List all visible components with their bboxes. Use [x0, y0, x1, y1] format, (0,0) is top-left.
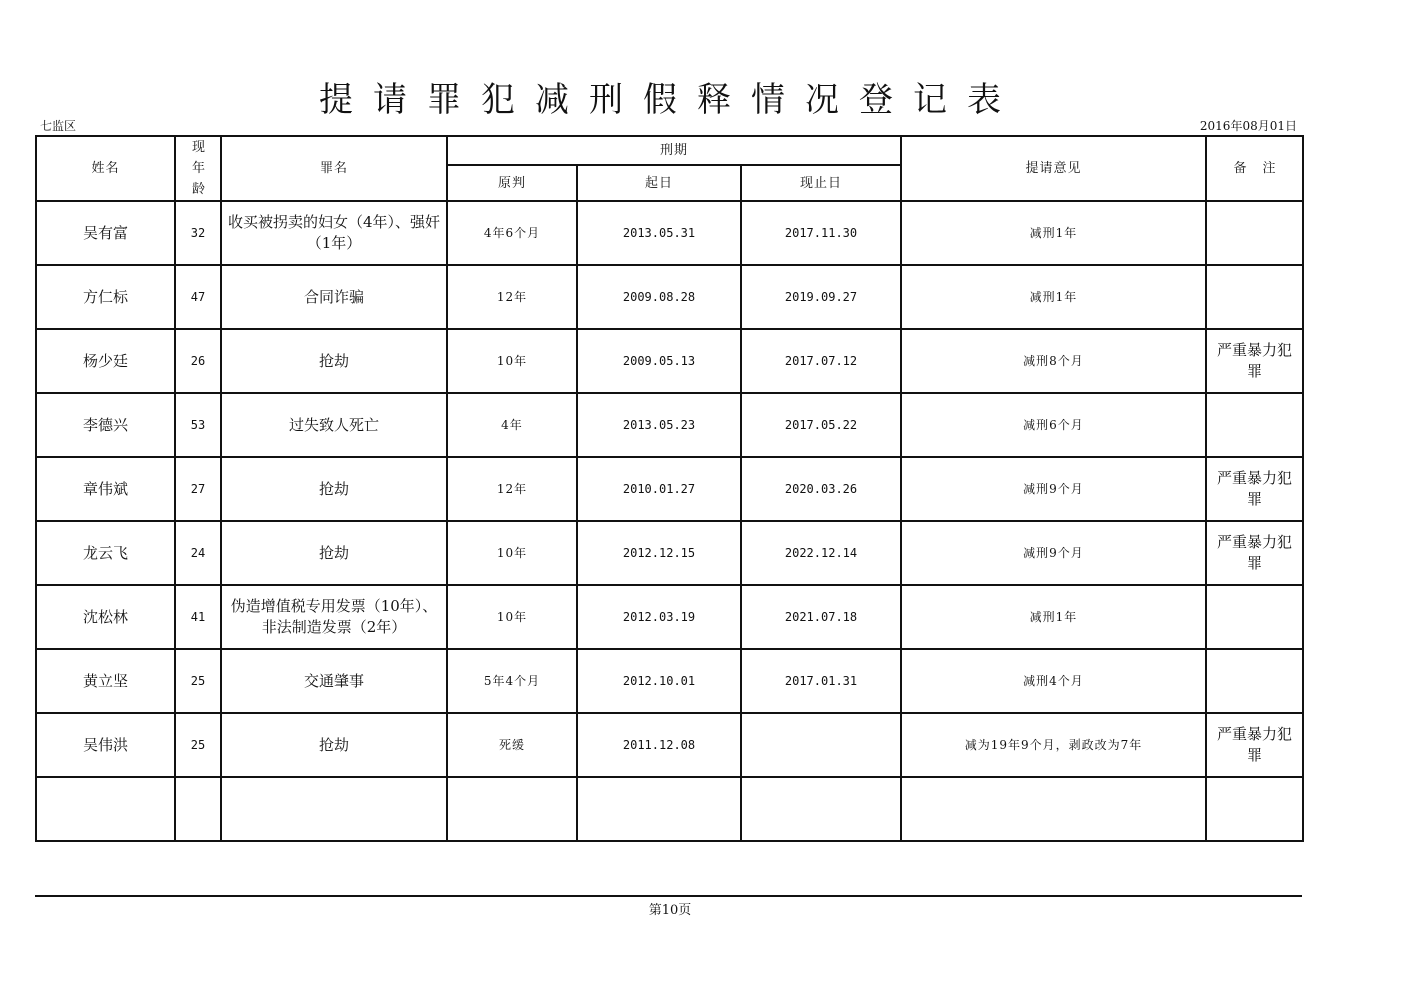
cell-crime: 过失致人死亡: [221, 393, 447, 457]
cell-opinion: 减刑9个月: [901, 521, 1206, 585]
table-row: [36, 713, 1303, 777]
cell-remark: [1206, 777, 1303, 841]
cell-end: 2019.09.27: [741, 265, 901, 329]
cell-crime: 抢劫: [221, 457, 447, 521]
cell-crime: [221, 777, 447, 841]
header-name: 姓名: [36, 136, 175, 201]
cell-original: 10年: [447, 585, 577, 649]
cell-age: 53: [175, 393, 221, 457]
header-start: 起日: [577, 165, 741, 201]
cell-end: [741, 713, 901, 777]
cell-start: [577, 777, 741, 841]
cell-name: 章伟斌: [36, 457, 175, 521]
table-row: [36, 777, 1303, 841]
cell-start: 2010.01.27: [577, 457, 741, 521]
cell-end: 2017.11.30: [741, 201, 901, 265]
cell-age: 25: [175, 649, 221, 713]
cell-start: 2013.05.23: [577, 393, 741, 457]
cell-opinion: 减刑6个月: [901, 393, 1206, 457]
cell-original: 死缓: [447, 713, 577, 777]
header-row-1: [36, 136, 1303, 165]
header-age-text: 现年龄: [192, 140, 206, 197]
cell-age: 41: [175, 585, 221, 649]
table-row: [36, 521, 1303, 585]
header-crime: 罪名: [221, 136, 447, 201]
cell-name: 杨少廷: [36, 329, 175, 393]
cell-original: 12年: [447, 457, 577, 521]
cell-end: 2017.05.22: [741, 393, 901, 457]
header-opinion: 提请意见: [901, 136, 1206, 201]
cell-remark: 严重暴力犯罪: [1206, 521, 1303, 585]
cell-original: 12年: [447, 265, 577, 329]
cell-start: 2013.05.31: [577, 201, 741, 265]
cell-remark: 严重暴力犯罪: [1206, 713, 1303, 777]
cell-start: 2011.12.08: [577, 713, 741, 777]
cell-remark: 严重暴力犯罪: [1206, 457, 1303, 521]
cell-end: 2017.07.12: [741, 329, 901, 393]
cell-opinion: 减刑1年: [901, 585, 1206, 649]
footer-divider: [35, 895, 1302, 897]
cell-name: 黄立坚: [36, 649, 175, 713]
cell-crime: 合同诈骗: [221, 265, 447, 329]
cell-opinion: 减为19年9个月，剥政改为7年: [901, 713, 1206, 777]
registration-table: [35, 135, 1304, 842]
cell-original: 5年4个月: [447, 649, 577, 713]
cell-start: 2012.12.15: [577, 521, 741, 585]
cell-crime: 伪造增值税专用发票（10年）、非法制造发票（2年）: [221, 585, 447, 649]
cell-end: 2022.12.14: [741, 521, 901, 585]
cell-start: 2012.10.01: [577, 649, 741, 713]
cell-name: 李德兴: [36, 393, 175, 457]
cell-age: 27: [175, 457, 221, 521]
cell-name: 方仁标: [36, 265, 175, 329]
cell-remark: [1206, 393, 1303, 457]
cell-age: [175, 777, 221, 841]
cell-name: 吴有富: [36, 201, 175, 265]
page-number: 第10页: [648, 903, 692, 918]
header-end: 现止日: [741, 165, 901, 201]
table-row: [36, 201, 1303, 265]
table-row: [36, 649, 1303, 713]
district-label: 七监区: [40, 119, 77, 133]
cell-age: 32: [175, 201, 221, 265]
cell-end: 2020.03.26: [741, 457, 901, 521]
cell-remark: [1206, 201, 1303, 265]
header-remark: 备注: [1206, 136, 1303, 201]
cell-original: [447, 777, 577, 841]
cell-crime: 收买被拐卖的妇女（4年）、强奸（1年）: [221, 201, 447, 265]
cell-end: [741, 777, 901, 841]
cell-crime: 抢劫: [221, 521, 447, 585]
cell-start: 2009.08.28: [577, 265, 741, 329]
cell-name: 龙云飞: [36, 521, 175, 585]
cell-opinion: [901, 777, 1206, 841]
cell-name: 沈松林: [36, 585, 175, 649]
cell-start: 2012.03.19: [577, 585, 741, 649]
table-row: [36, 393, 1303, 457]
table-row: [36, 329, 1303, 393]
cell-original: 10年: [447, 521, 577, 585]
cell-age: 47: [175, 265, 221, 329]
cell-original: 10年: [447, 329, 577, 393]
cell-age: 26: [175, 329, 221, 393]
cell-remark: [1206, 265, 1303, 329]
cell-crime: 抢劫: [221, 329, 447, 393]
cell-remark: 严重暴力犯罪: [1206, 329, 1303, 393]
cell-name: [36, 777, 175, 841]
header-age: [175, 136, 221, 201]
cell-start: 2009.05.13: [577, 329, 741, 393]
cell-opinion: 减刑9个月: [901, 457, 1206, 521]
cell-original: 4年: [447, 393, 577, 457]
cell-remark: [1206, 649, 1303, 713]
cell-remark: [1206, 585, 1303, 649]
header-term: 刑期: [447, 136, 901, 165]
cell-crime: 交通肇事: [221, 649, 447, 713]
table-row: [36, 265, 1303, 329]
cell-age: 25: [175, 713, 221, 777]
table-row: [36, 585, 1303, 649]
cell-name: 吴伟洪: [36, 713, 175, 777]
cell-end: 2021.07.18: [741, 585, 901, 649]
document-date: 2016年08月01日: [1199, 119, 1297, 133]
cell-crime: 抢劫: [221, 713, 447, 777]
cell-age: 24: [175, 521, 221, 585]
cell-opinion: 减刑4个月: [901, 649, 1206, 713]
cell-opinion: 减刑8个月: [901, 329, 1206, 393]
cell-opinion: 减刑1年: [901, 201, 1206, 265]
header-original: 原判: [447, 165, 577, 201]
cell-opinion: 减刑1年: [901, 265, 1206, 329]
table-row: [36, 457, 1303, 521]
cell-original: 4年6个月: [447, 201, 577, 265]
document-title: 提请罪犯减刑假释情况登记表: [319, 80, 1021, 120]
cell-end: 2017.01.31: [741, 649, 901, 713]
